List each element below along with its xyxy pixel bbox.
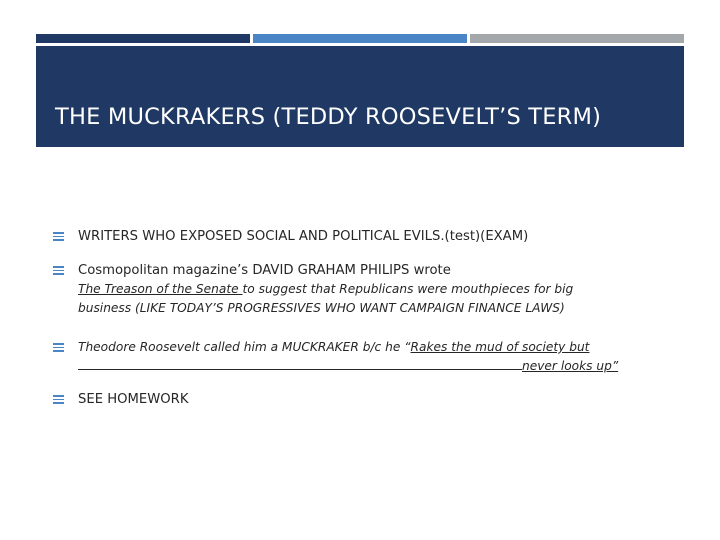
fill-in-blank-line: [78, 357, 522, 370]
book-title: The Treason of the Senate: [78, 282, 243, 296]
accent-bar-blue: [253, 34, 467, 43]
bullet-text-main: Theodore Roosevelt called him a MUCKRAKER b/c he “: [78, 340, 411, 354]
quote-end: never looks up”: [522, 359, 619, 373]
bullet-text: WRITERS WHO EXPOSED SOCIAL AND POLITICAL EVILS.(test)(EXAM): [78, 229, 529, 244]
bullet-text: SEE HOMEWORK: [78, 392, 189, 407]
bullet-item-3: [52, 338, 618, 376]
three-line-bullet-icon: [53, 232, 64, 241]
bullet-item-4: [52, 390, 188, 409]
bullet-subline: [78, 357, 618, 376]
title-band: [36, 46, 684, 147]
bullet-item-2: [52, 261, 573, 318]
bullet-text: Cosmopolitan magazine’s DAVID GRAHAM PHILIPS wrote: [78, 263, 451, 278]
bullet-subline-2: business (LIKE TODAY’S PROGRESSIVES WHO WANT CAMPAIGN FINANCE LAWS): [78, 301, 565, 315]
bullet-subline: [78, 280, 573, 299]
bullet-item-1: [52, 227, 528, 246]
three-line-bullet-icon: [53, 266, 64, 275]
quote-text: Rakes the mud of society but: [410, 340, 590, 354]
slide-title: THE MUCKRAKERS (TEDDY ROOSEVELT’S TERM): [55, 104, 602, 130]
bullet-subline-text: to suggest that Republicans were mouthpieces for big: [242, 282, 574, 296]
three-line-bullet-icon: [53, 343, 64, 352]
accent-bar-grey: [470, 34, 684, 43]
header-accent-bars: [36, 34, 684, 43]
bullet-text: [78, 340, 589, 354]
three-line-bullet-icon: [53, 395, 64, 404]
accent-bar-navy: [36, 34, 250, 43]
